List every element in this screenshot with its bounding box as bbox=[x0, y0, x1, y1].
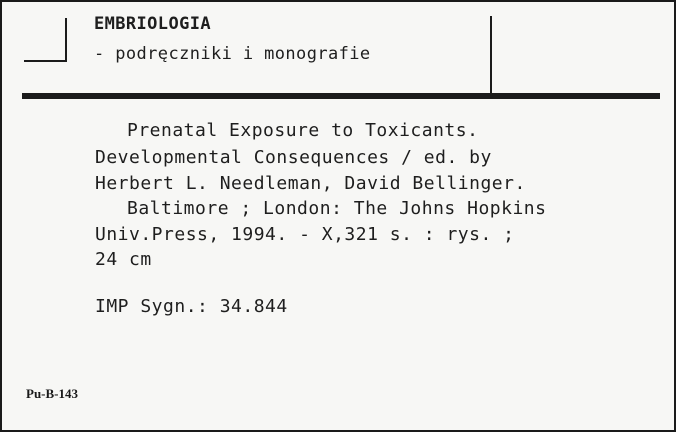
entry-line-responsibility: Developmental Consequences / ed. by bbox=[95, 147, 492, 168]
header-thick-rule bbox=[22, 93, 660, 99]
entry-line-publisher-year-pages: Univ.Press, 1994. - X,321 s. : rys. ; bbox=[95, 224, 515, 245]
entry-line-publication: Baltimore ; London: The Johns Hopkins bbox=[127, 198, 547, 219]
subject-subheading: - podręczniki i monografie bbox=[94, 44, 371, 64]
header-vertical-divider bbox=[490, 16, 492, 94]
library-stamp-code: Pu-B-143 bbox=[26, 386, 78, 401]
entry-line-title: Prenatal Exposure to Toxicants. bbox=[127, 120, 479, 141]
shelf-signature: IMP Sygn.: 34.844 bbox=[95, 296, 288, 317]
corner-horizontal-rule bbox=[24, 60, 67, 62]
subject-heading: EMBRIOLOGIA bbox=[94, 14, 211, 34]
corner-vertical-rule bbox=[65, 18, 67, 62]
entry-line-dimensions: 24 cm bbox=[95, 249, 152, 270]
entry-line-editors: Herbert L. Needleman, David Bellinger. bbox=[95, 173, 526, 194]
